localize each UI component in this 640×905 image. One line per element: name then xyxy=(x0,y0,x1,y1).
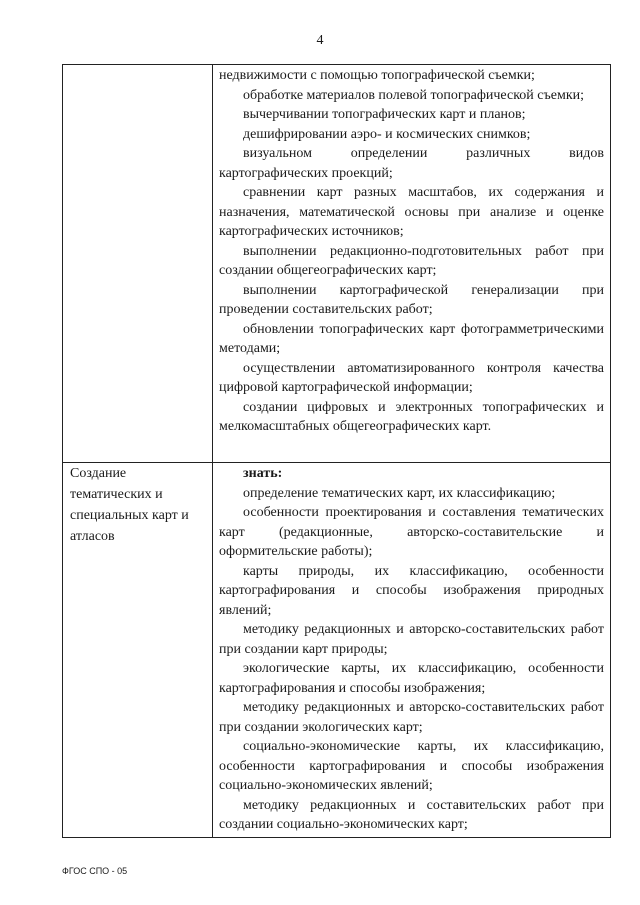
row1-right-cell xyxy=(213,65,611,463)
paragraph: выполнении картографической генерализации при проведении составительских работ; xyxy=(219,282,604,317)
paragraph: методику редакционных и авторско-составительских работ при создании карт природы; xyxy=(219,622,604,657)
paragraph: недвижимости с помощью топографической съемки; xyxy=(219,68,535,83)
paragraph: методику редакционных и авторско-составительских работ при создании экологических карт; xyxy=(219,700,604,735)
row2-right-cell xyxy=(213,463,611,838)
competency-table xyxy=(62,64,611,838)
row1-left-cell xyxy=(63,65,213,463)
page-number: 4 xyxy=(316,33,324,48)
paragraph: выполнении редакционно-подготовительных работ при создании общегеографических карт; xyxy=(219,243,604,278)
paragraph: особенности проектирования и составления тематических карт (редакционные, авторско-составительские и оформительские работы); xyxy=(219,505,604,559)
paragraph: осуществлении автоматизированного контроля качества цифровой картографической информации; xyxy=(219,360,604,395)
paragraph: визуальном определении различных видов картографических проекций; xyxy=(219,146,604,181)
table-row xyxy=(63,463,611,838)
paragraph: создании цифровых и электронных топографических и мелкомасштабных общегеографических карт. xyxy=(219,399,604,434)
paragraph: вычерчивании топографических карт и планов; xyxy=(243,107,526,122)
paragraph: карты природы, их классификацию, особенности картографирования и способы изображения природных явлений; xyxy=(219,563,604,618)
paragraph: сравнении карт разных масштабов, их содержания и назначения, математической основы при анализе и оценке картографических источников; xyxy=(219,185,604,239)
paragraph: обновлении топографических карт фотограмметрическими методами; xyxy=(219,321,604,356)
paragraph: определение тематических карт, их классификацию; xyxy=(243,485,556,501)
footer-code: ФГОС СПО - 05 xyxy=(62,866,128,876)
paragraph: социально-экономические карты, их классификацию, особенности картографирования и способы изображения социально-экономических явлений; xyxy=(219,739,604,793)
row2-left-cell: Создание тематических и специальных карт и атласов xyxy=(63,463,213,838)
paragraph: экологические карты, их классификацию, особенности картографирования и способы изображения; xyxy=(219,661,604,696)
table-row xyxy=(63,65,611,463)
paragraph: дешифрировании аэро- и космических снимков; xyxy=(243,126,531,142)
section-heading: знать: xyxy=(243,466,283,481)
paragraph: обработке материалов полевой топографической съемки; xyxy=(243,87,585,103)
paragraph: методику редакционных и составительских работ при создании социально-экономических карт; xyxy=(219,797,604,832)
